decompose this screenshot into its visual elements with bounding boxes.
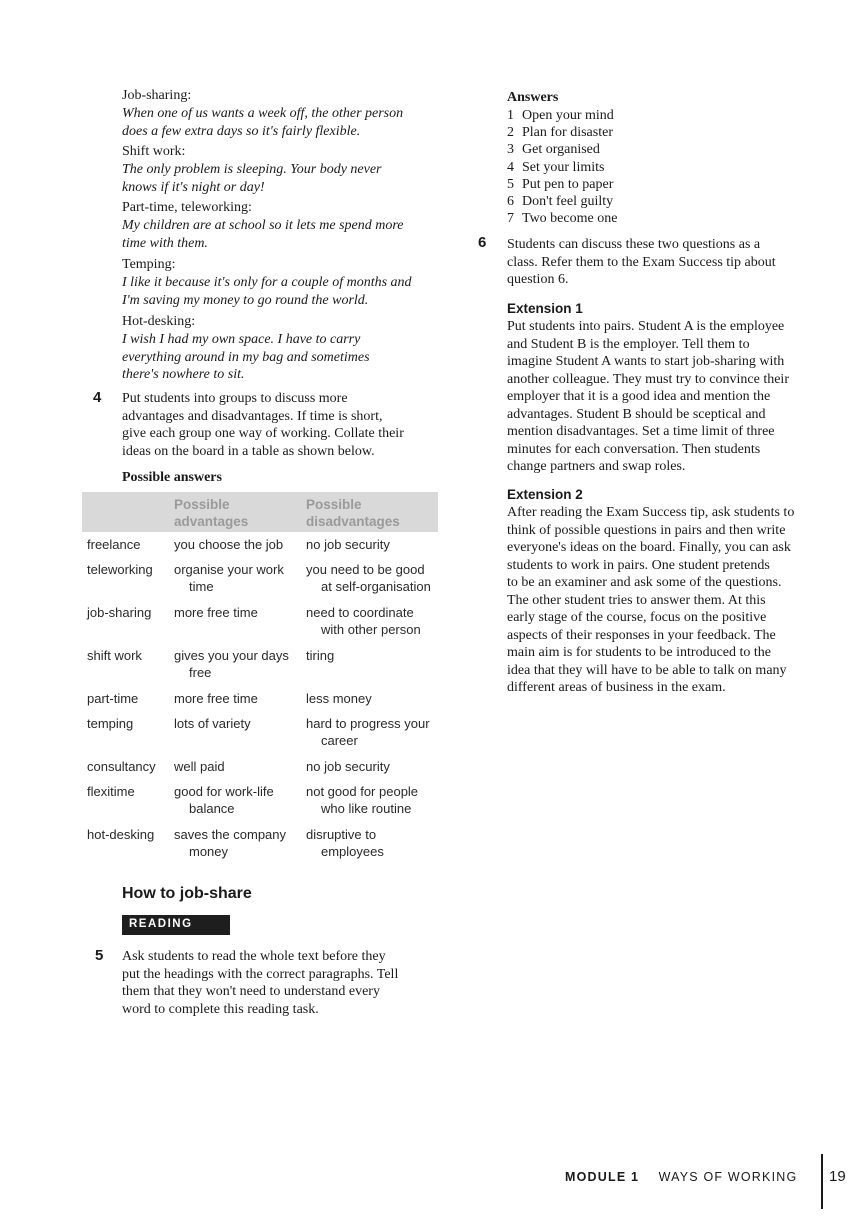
extension-1-text (507, 318, 789, 476)
reading-label: READING (129, 918, 193, 930)
table-cell-disadvantage (306, 826, 384, 860)
answer-text: Get organised (522, 142, 600, 158)
table-cell-type: job-sharing (87, 605, 152, 620)
step-4-text (122, 390, 404, 460)
answer-number: 7 (507, 211, 514, 227)
text-line: give each group one way of working. Collate their (122, 426, 404, 441)
table-cell-type: flexitime (87, 784, 135, 799)
cell-line: balance (189, 801, 235, 816)
cell-line: hard to progress your (306, 716, 430, 731)
table-cell-type: hot-desking (87, 827, 155, 842)
step-6-number: 6 (478, 234, 487, 251)
table-cell-disadvantage (306, 561, 431, 595)
table-cell-advantage (174, 690, 258, 707)
quote-line: The only problem is sleeping. Your body never (122, 162, 382, 177)
quote-label: Job-sharing: (122, 88, 192, 103)
extension-1-title: Extension 1 (507, 301, 583, 316)
cell-line: no job security (306, 759, 390, 774)
answer-text: Don't feel guilty (522, 194, 614, 209)
cell-line: no job security (306, 537, 390, 552)
answer-number: 5 (507, 176, 514, 192)
quote-line: time with them. (122, 235, 208, 251)
step-5-number: 5 (95, 947, 104, 964)
table-cell-advantage (174, 783, 274, 817)
text-line: everyone's ideas on the board. Finally, you can ask (507, 540, 791, 555)
text-line: Put students into groups to discuss more (122, 391, 348, 406)
quote-line: I'm saving my money to go round the world. (122, 292, 369, 308)
text-line: imagine Student A wants to start job-sharing with (507, 354, 785, 369)
text-line: mention disadvantages. Set a time limit of three (507, 424, 775, 439)
footer-running-head (565, 1170, 797, 1184)
extension-2-title: Extension 2 (507, 487, 583, 502)
cell-line: not good for people (306, 784, 419, 799)
quote-line: does a few extra days so it's fairly flexible. (122, 123, 361, 139)
quote-label: Hot-desking: (122, 314, 196, 329)
section-title: How to job-share (122, 885, 252, 902)
table-cell-disadvantage (306, 715, 430, 749)
table-cell-advantage (174, 604, 258, 621)
answer-item (507, 159, 604, 176)
quote-line: I like it because it's only for a couple of months and (122, 275, 412, 290)
cell-line: employees (321, 844, 384, 859)
answer-text: Put pen to paper (522, 176, 614, 192)
answer-number: 6 (507, 194, 514, 209)
cell-line: money (189, 844, 229, 859)
text-line: question 6. (507, 272, 569, 287)
cell-line: you choose the job (174, 537, 284, 552)
text-line: them that they won't need to understand every (122, 984, 380, 999)
cell-line: more free time (174, 691, 258, 706)
table-cell-advantage (174, 715, 251, 732)
header-line: Possible (174, 497, 230, 512)
quote-line: I wish I had my own space. I have to carry (122, 332, 361, 347)
text-line: After reading the Exam Success tip, ask students to (507, 505, 795, 520)
table-cell-disadvantage (306, 647, 334, 664)
answer-number: 2 (507, 125, 514, 141)
text-line: class. Refer them to the Exam Success tip about (507, 254, 776, 270)
table-cell-disadvantage (306, 690, 372, 707)
answers-label: Answers (507, 90, 559, 105)
cell-line: with other person (321, 622, 421, 637)
answer-text: Set your limits (522, 159, 605, 175)
text-line: word to complete this reading task. (122, 1001, 319, 1017)
cell-line: tiring (306, 648, 335, 663)
cell-line: organise your work (174, 562, 284, 577)
answer-number: 4 (507, 159, 514, 175)
cell-line: free (189, 665, 212, 680)
text-line: students to work in pairs. One student pretends (507, 557, 770, 573)
answer-item (507, 193, 613, 210)
answer-number: 3 (507, 142, 514, 158)
footer-module: MODULE 1 (565, 1170, 640, 1184)
cell-line: you need to be good (306, 562, 425, 577)
cell-line: need to coordinate (306, 605, 414, 620)
answer-text: Open your mind (522, 108, 614, 123)
table-cell-type: teleworking (87, 562, 153, 577)
quote-line: everything around in my bag and sometimes (122, 349, 370, 365)
cell-line: career (321, 733, 358, 748)
table-header-advantages (174, 496, 248, 530)
table-cell-disadvantage (306, 536, 390, 553)
text-line: ideas on the board in a table as shown below. (122, 443, 375, 459)
table-cell-advantage (174, 758, 225, 775)
text-line: another colleague. They must try to convince their (507, 371, 789, 387)
text-line: main aim is for students to be introduced to the (507, 645, 772, 660)
text-line: to be an examiner and ask some of the questions. (507, 575, 782, 590)
answer-text: Two become one (522, 211, 618, 227)
extension-2-text (507, 504, 794, 697)
text-line: different areas of business in the exam. (507, 680, 726, 695)
cell-line: good for work-life (174, 784, 274, 799)
table-cell-disadvantage (306, 604, 421, 638)
text-line: and Student B is the employer. Tell them to (507, 336, 750, 352)
table-cell-type: shift work (87, 648, 142, 663)
quote-line: there's nowhere to sit. (122, 367, 245, 382)
header-line: advantages (174, 514, 249, 529)
cell-line: saves the company (174, 827, 287, 842)
answer-item (507, 124, 613, 141)
table-header-disadvantages (306, 496, 400, 530)
quote-line: knows if it's night or day! (122, 179, 265, 195)
text-line: put the headings with the correct paragraphs. Tell (122, 966, 399, 982)
step-4-number: 4 (93, 389, 102, 406)
text-line: think of possible questions in pairs and then write (507, 522, 786, 538)
table-cell-advantage (174, 536, 283, 553)
cell-line: time (189, 579, 214, 594)
table-cell-advantage (174, 561, 284, 595)
table-cell-advantage (174, 647, 289, 681)
cell-line: gives you your days (174, 648, 289, 663)
answer-item (507, 141, 600, 158)
reading-label-bar (122, 915, 230, 935)
quote-label: Temping: (122, 257, 176, 272)
text-line: idea that they will have to be able to talk on many (507, 662, 787, 678)
text-line: The other student tries to answer them. At this (507, 592, 766, 608)
text-line: Students can discuss these two questions as a (507, 237, 761, 252)
table-cell-disadvantage (306, 758, 390, 775)
page-number: 19 (829, 1168, 846, 1185)
cell-line: who like routine (321, 801, 412, 816)
table-cell-advantage (174, 826, 286, 860)
footer-title: WAYS OF WORKING (658, 1170, 798, 1184)
quote-label: Part-time, teleworking: (122, 200, 252, 215)
step-5-text (122, 948, 398, 1018)
text-line: Put students into pairs. Student A is the employee (507, 319, 785, 334)
quote-line: My children are at school so it lets me spend more (122, 218, 404, 233)
answer-item (507, 107, 614, 124)
text-line: minutes for each conversation. Then students (507, 441, 761, 457)
cell-line: disruptive to (306, 827, 377, 842)
answer-item (507, 210, 617, 227)
cell-line: lots of variety (174, 716, 251, 731)
text-line: advantages and disadvantages. If time is short, (122, 408, 383, 424)
table-cell-type: part-time (87, 691, 139, 706)
header-line: Possible (306, 497, 362, 512)
answer-item (507, 176, 613, 193)
text-line: employer that it is a good idea and mention the (507, 389, 771, 404)
table-cell-type: freelance (87, 537, 141, 552)
header-line: disadvantages (306, 514, 400, 529)
table-cell-type: temping (87, 716, 134, 731)
text-line: early stage of the course, focus on the positive (507, 610, 767, 625)
footer-divider (821, 1154, 823, 1209)
possible-answers-label: Possible answers (122, 470, 222, 485)
cell-line: well paid (174, 759, 225, 774)
quote-line: When one of us wants a week off, the other person (122, 106, 404, 121)
cell-line: more free time (174, 605, 258, 620)
answer-number: 1 (507, 108, 514, 123)
step-6-text (507, 236, 776, 289)
table-cell-type: consultancy (87, 759, 156, 774)
text-line: advantages. Student B should be sceptical and (507, 406, 766, 422)
cell-line: less money (306, 691, 372, 706)
quote-label: Shift work: (122, 144, 186, 159)
table-cell-disadvantage (306, 783, 418, 817)
cell-line: at self-organisation (321, 579, 431, 594)
text-line: change partners and swap roles. (507, 459, 686, 474)
text-line: Ask students to read the whole text before they (122, 949, 386, 964)
text-line: aspects of their responses in your feedback. The (507, 627, 776, 643)
answer-text: Plan for disaster (522, 125, 613, 141)
